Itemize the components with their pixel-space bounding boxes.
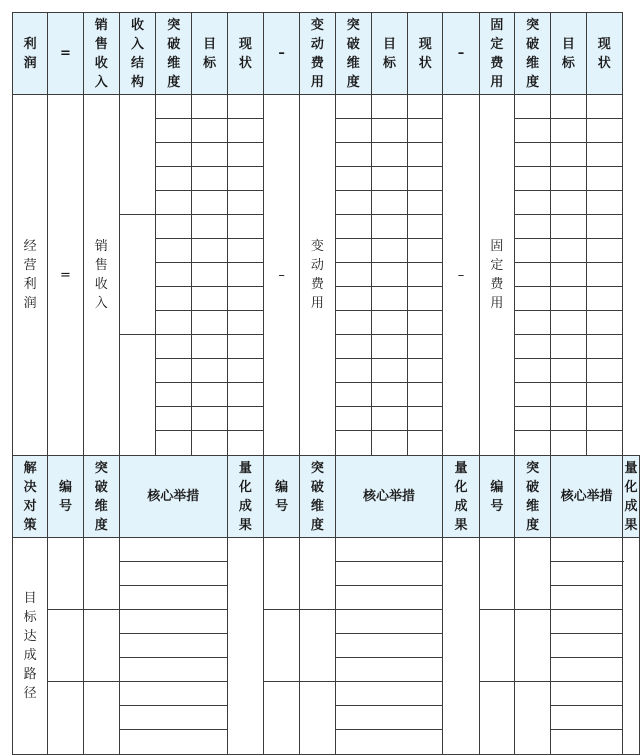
header-core-measures [119,456,227,538]
breakthrough-dimension-cell[interactable] [300,682,335,755]
fixed-target-cell[interactable] [551,95,586,119]
core-measure-cell[interactable] [551,658,623,682]
fixed-current-cell[interactable] [586,143,622,167]
core-measure-cell[interactable] [119,538,227,562]
number-cell[interactable] [479,610,514,682]
core-measure-cell[interactable] [335,634,443,658]
variable-target-cell[interactable] [371,287,407,311]
revenue-target-cell[interactable] [192,167,227,191]
sales-revenue-label-text: 销售收入 [94,239,108,311]
header-breakthrough-dimension [335,13,371,95]
core-measure-cell[interactable] [551,610,623,634]
header-revenue-structure [119,13,155,95]
revenue-breakthrough-cell[interactable] [156,287,192,311]
operating-profit-label-text: 经营利润 [23,239,37,311]
revenue-current-cell[interactable] [227,191,263,215]
variable-breakthrough-cell[interactable] [335,167,371,191]
profit-breakdown-table [12,12,640,755]
header-number [264,456,300,538]
revenue-target-cell[interactable] [192,239,227,263]
revenue-current-cell[interactable] [227,143,263,167]
fixed-current-cell[interactable] [586,119,622,143]
revenue-structure-cell[interactable] [119,215,155,335]
fixed-target-cell[interactable] [551,167,586,191]
revenue-target-cell[interactable] [192,215,227,239]
revenue-target-cell[interactable] [192,119,227,143]
variable-breakthrough-cell[interactable] [335,263,371,287]
quantified-result-cell[interactable] [623,538,640,755]
header-breakthrough-dimension-text: 突破维度 [310,460,324,533]
header-core-measures-text: 核心举措 [147,489,200,504]
equals-operator-text: = [60,267,71,283]
fixed-target-cell[interactable] [551,239,586,263]
header-current-status [408,13,443,95]
core-measure-cell[interactable] [119,706,227,730]
fixed-target-cell[interactable] [551,263,586,287]
fixed-breakthrough-cell[interactable] [515,359,551,383]
header-breakthrough-dimension [156,13,192,95]
header-number-text: 编号 [490,479,504,514]
variable-target-cell[interactable] [371,431,407,456]
variable-target-cell[interactable] [371,311,407,335]
fixed-breakthrough-cell[interactable] [515,215,551,239]
core-measure-cell[interactable] [551,730,623,755]
revenue-target-cell[interactable] [192,431,227,456]
core-measure-cell[interactable] [551,682,623,706]
variable-current-cell[interactable] [408,335,443,359]
fixed-breakthrough-cell[interactable] [515,167,551,191]
header-number-text: 编号 [58,479,72,514]
revenue-target-cell[interactable] [192,287,227,311]
fixed-current-cell[interactable] [586,287,622,311]
revenue-breakthrough-cell[interactable] [156,119,192,143]
header-breakthrough-dimension [300,456,335,538]
breakthrough-dimension-cell[interactable] [83,538,119,610]
core-measure-cell[interactable] [551,706,623,730]
header-breakthrough-dimension [515,456,551,538]
revenue-breakthrough-cell[interactable] [156,143,192,167]
header-number-text: 编号 [275,479,289,514]
header-minus [443,13,479,95]
number-cell[interactable] [479,682,514,755]
variable-current-cell[interactable] [408,191,443,215]
header-profit [13,13,48,95]
header-breakthrough-dimension-text: 突破维度 [526,17,540,90]
fixed-breakthrough-cell[interactable] [515,263,551,287]
revenue-breakthrough-cell[interactable] [156,167,192,191]
fixed-target-cell[interactable] [551,143,586,167]
header-revenue-structure-text: 收入结构 [131,17,145,90]
fixed-target-cell[interactable] [551,383,586,407]
header-current-status-text: 现状 [418,36,432,71]
revenue-breakthrough-cell[interactable] [156,431,192,456]
header-target [551,13,586,95]
variable-current-cell[interactable] [408,407,443,431]
header-minus-text: – [457,46,465,61]
breakthrough-dimension-cell[interactable] [300,538,335,610]
header-breakthrough-dimension [83,456,119,538]
core-measure-cell[interactable] [335,586,443,610]
minus-operator-text: – [278,267,285,283]
fixed-breakthrough-cell[interactable] [515,407,551,431]
fixed-breakthrough-cell[interactable] [515,95,551,119]
revenue-target-cell[interactable] [192,335,227,359]
revenue-current-cell[interactable] [227,383,263,407]
variable-target-cell[interactable] [371,143,407,167]
variable-target-cell[interactable] [371,263,407,287]
core-measure-cell[interactable] [335,538,443,562]
core-measure-cell[interactable] [119,682,227,706]
revenue-breakthrough-cell[interactable] [156,95,192,119]
core-measure-cell[interactable] [119,562,227,586]
fixed-breakthrough-cell[interactable] [515,119,551,143]
sales-revenue-label [83,95,119,456]
variable-cost-label-text: 变动费用 [310,239,324,311]
revenue-current-cell[interactable] [227,215,263,239]
header-profit-text: 利润 [23,36,37,71]
variable-target-cell[interactable] [371,335,407,359]
revenue-current-cell[interactable] [227,431,263,456]
variable-current-cell[interactable] [408,167,443,191]
revenue-current-cell[interactable] [227,359,263,383]
fixed-breakthrough-cell[interactable] [515,335,551,359]
variable-target-cell[interactable] [371,119,407,143]
header-breakthrough-dimension-text: 突破维度 [346,17,360,90]
variable-breakthrough-cell[interactable] [335,407,371,431]
fixed-target-cell[interactable] [551,119,586,143]
quantified-result-cell[interactable] [443,538,479,755]
fixed-breakthrough-cell[interactable] [515,311,551,335]
header-equals-text: = [60,46,71,61]
variable-breakthrough-cell[interactable] [335,95,371,119]
variable-current-cell[interactable] [408,359,443,383]
header-solution-measures [13,456,48,538]
revenue-structure-cell[interactable] [119,95,155,215]
variable-current-cell[interactable] [408,119,443,143]
revenue-breakthrough-cell[interactable] [156,215,192,239]
header-breakthrough-dimension [515,13,551,95]
header-minus-text: – [278,46,285,61]
header-breakthrough-dimension-text: 突破维度 [526,460,540,533]
header-current-status-text: 现状 [238,36,252,71]
revenue-current-cell[interactable] [227,287,263,311]
header-number [48,456,83,538]
breakthrough-dimension-cell[interactable] [515,610,551,682]
variable-current-cell[interactable] [408,215,443,239]
variable-current-cell[interactable] [408,287,443,311]
core-measure-cell[interactable] [335,610,443,634]
header-quantified-results [227,456,263,538]
variable-current-cell[interactable] [408,383,443,407]
fixed-current-cell[interactable] [586,95,622,119]
number-cell[interactable] [264,610,300,682]
variable-target-cell[interactable] [371,383,407,407]
revenue-structure-cell[interactable] [119,335,155,456]
number-cell[interactable] [479,538,514,610]
fixed-cost-label-text: 固定费用 [490,239,504,311]
fixed-breakthrough-cell[interactable] [515,191,551,215]
revenue-target-cell[interactable] [192,263,227,287]
revenue-target-cell[interactable] [192,191,227,215]
header-sales-revenue [83,13,119,95]
header-quantified-results-text: 量化成果 [624,460,638,533]
header-current-status-text: 现状 [597,36,611,71]
header-core-measures [335,456,443,538]
revenue-target-cell[interactable] [192,383,227,407]
minus-operator-text: – [457,267,465,283]
variable-breakthrough-cell[interactable] [335,359,371,383]
revenue-target-cell[interactable] [192,143,227,167]
revenue-breakthrough-cell[interactable] [156,383,192,407]
variable-breakthrough-cell[interactable] [335,215,371,239]
header-solution-measures-text: 解决对策 [23,460,37,533]
breakthrough-dimension-cell[interactable] [300,610,335,682]
minus-operator [264,95,300,456]
variable-target-cell[interactable] [371,359,407,383]
minus-operator [443,95,479,456]
fixed-current-cell[interactable] [586,167,622,191]
fixed-target-cell[interactable] [551,407,586,431]
fixed-current-cell[interactable] [586,359,622,383]
core-measure-cell[interactable] [551,634,623,658]
header-quantified-results-text: 量化成果 [238,460,252,533]
header-breakthrough-dimension-text: 突破维度 [94,460,108,533]
header-target [371,13,407,95]
header-core-measures [551,456,623,538]
core-measure-cell[interactable] [551,562,623,586]
revenue-breakthrough-cell[interactable] [156,407,192,431]
fixed-current-cell[interactable] [586,383,622,407]
variable-target-cell[interactable] [371,239,407,263]
header-core-measures-text: 核心举措 [362,489,415,504]
revenue-target-cell[interactable] [192,311,227,335]
variable-current-cell[interactable] [408,263,443,287]
number-cell[interactable] [48,682,83,755]
number-cell[interactable] [264,682,300,755]
operating-profit-label [13,95,48,456]
fixed-current-cell[interactable] [586,263,622,287]
header-target [192,13,227,95]
breakthrough-dimension-cell[interactable] [515,538,551,610]
quantified-result-cell[interactable] [227,538,263,755]
number-cell[interactable] [48,610,83,682]
revenue-breakthrough-cell[interactable] [156,263,192,287]
fixed-current-cell[interactable] [586,407,622,431]
fixed-target-cell[interactable] [551,287,586,311]
fixed-target-cell[interactable] [551,359,586,383]
variable-target-cell[interactable] [371,191,407,215]
fixed-current-cell[interactable] [586,191,622,215]
variable-current-cell[interactable] [408,95,443,119]
variable-cost-label [300,95,335,456]
header-minus [264,13,300,95]
revenue-target-cell[interactable] [192,95,227,119]
variable-breakthrough-cell[interactable] [335,191,371,215]
revenue-current-cell[interactable] [227,335,263,359]
revenue-target-cell[interactable] [192,407,227,431]
revenue-current-cell[interactable] [227,239,263,263]
fixed-cost-label [479,95,514,456]
variable-target-cell[interactable] [371,407,407,431]
header-sales-revenue-text: 销售收入 [94,17,108,90]
header-fixed-cost-text: 固定费用 [490,17,504,90]
variable-target-cell[interactable] [371,95,407,119]
revenue-current-cell[interactable] [227,95,263,119]
breakthrough-dimension-cell[interactable] [83,610,119,682]
fixed-current-cell[interactable] [586,311,622,335]
fixed-breakthrough-cell[interactable] [515,287,551,311]
core-measure-cell[interactable] [119,730,227,755]
header-variable-cost [300,13,335,95]
header-current-status [227,13,263,95]
header-current-status [586,13,622,95]
variable-target-cell[interactable] [371,215,407,239]
revenue-current-cell[interactable] [227,407,263,431]
header-quantified-results [443,456,479,538]
number-cell[interactable] [264,538,300,610]
header-variable-cost-text: 变动费用 [310,17,324,90]
fixed-breakthrough-cell[interactable] [515,383,551,407]
fixed-current-cell[interactable] [586,215,622,239]
header-equals [48,13,83,95]
header-core-measures-text: 核心举措 [560,489,613,504]
fixed-target-cell[interactable] [551,335,586,359]
core-measure-cell[interactable] [335,706,443,730]
revenue-breakthrough-cell[interactable] [156,191,192,215]
header-target-text: 目标 [382,36,396,71]
target-path-label [13,538,48,755]
variable-target-cell[interactable] [371,167,407,191]
revenue-breakthrough-cell[interactable] [156,359,192,383]
revenue-current-cell[interactable] [227,119,263,143]
fixed-breakthrough-cell[interactable] [515,431,551,456]
variable-current-cell[interactable] [408,143,443,167]
target-path-label-text: 目标达成路径 [23,591,37,701]
header-target-text: 目标 [561,36,575,71]
fixed-target-cell[interactable] [551,431,586,456]
core-measure-cell[interactable] [335,730,443,755]
fixed-current-cell[interactable] [586,431,622,456]
fixed-target-cell[interactable] [551,191,586,215]
revenue-breakthrough-cell[interactable] [156,311,192,335]
core-measure-cell[interactable] [119,586,227,610]
core-measure-cell[interactable] [119,634,227,658]
variable-breakthrough-cell[interactable] [335,311,371,335]
revenue-breakthrough-cell[interactable] [156,239,192,263]
equals-operator [48,95,83,456]
revenue-current-cell[interactable] [227,167,263,191]
revenue-target-cell[interactable] [192,359,227,383]
header-number [479,456,514,538]
variable-breakthrough-cell[interactable] [335,383,371,407]
fixed-current-cell[interactable] [586,335,622,359]
core-measure-cell[interactable] [551,538,623,562]
header-quantified-results [623,456,640,538]
fixed-target-cell[interactable] [551,215,586,239]
core-measure-cell[interactable] [551,586,623,610]
variable-current-cell[interactable] [408,239,443,263]
header-breakthrough-dimension-text: 突破维度 [167,17,181,90]
variable-breakthrough-cell[interactable] [335,335,371,359]
fixed-breakthrough-cell[interactable] [515,143,551,167]
variable-current-cell[interactable] [408,311,443,335]
revenue-current-cell[interactable] [227,263,263,287]
variable-breakthrough-cell[interactable] [335,287,371,311]
variable-breakthrough-cell[interactable] [335,239,371,263]
variable-breakthrough-cell[interactable] [335,143,371,167]
header-target-text: 目标 [203,36,217,71]
variable-current-cell[interactable] [408,431,443,456]
revenue-breakthrough-cell[interactable] [156,335,192,359]
revenue-current-cell[interactable] [227,311,263,335]
variable-breakthrough-cell[interactable] [335,431,371,456]
core-measure-cell[interactable] [335,682,443,706]
breakthrough-dimension-cell[interactable] [83,682,119,755]
core-measure-cell[interactable] [335,562,443,586]
header-fixed-cost [479,13,514,95]
core-measure-cell[interactable] [119,658,227,682]
fixed-target-cell[interactable] [551,311,586,335]
core-measure-cell[interactable] [119,610,227,634]
number-cell[interactable] [48,538,83,610]
header-quantified-results-text: 量化成果 [454,460,468,533]
variable-breakthrough-cell[interactable] [335,119,371,143]
fixed-current-cell[interactable] [586,239,622,263]
core-measure-cell[interactable] [335,658,443,682]
fixed-breakthrough-cell[interactable] [515,239,551,263]
breakthrough-dimension-cell[interactable] [515,682,551,755]
